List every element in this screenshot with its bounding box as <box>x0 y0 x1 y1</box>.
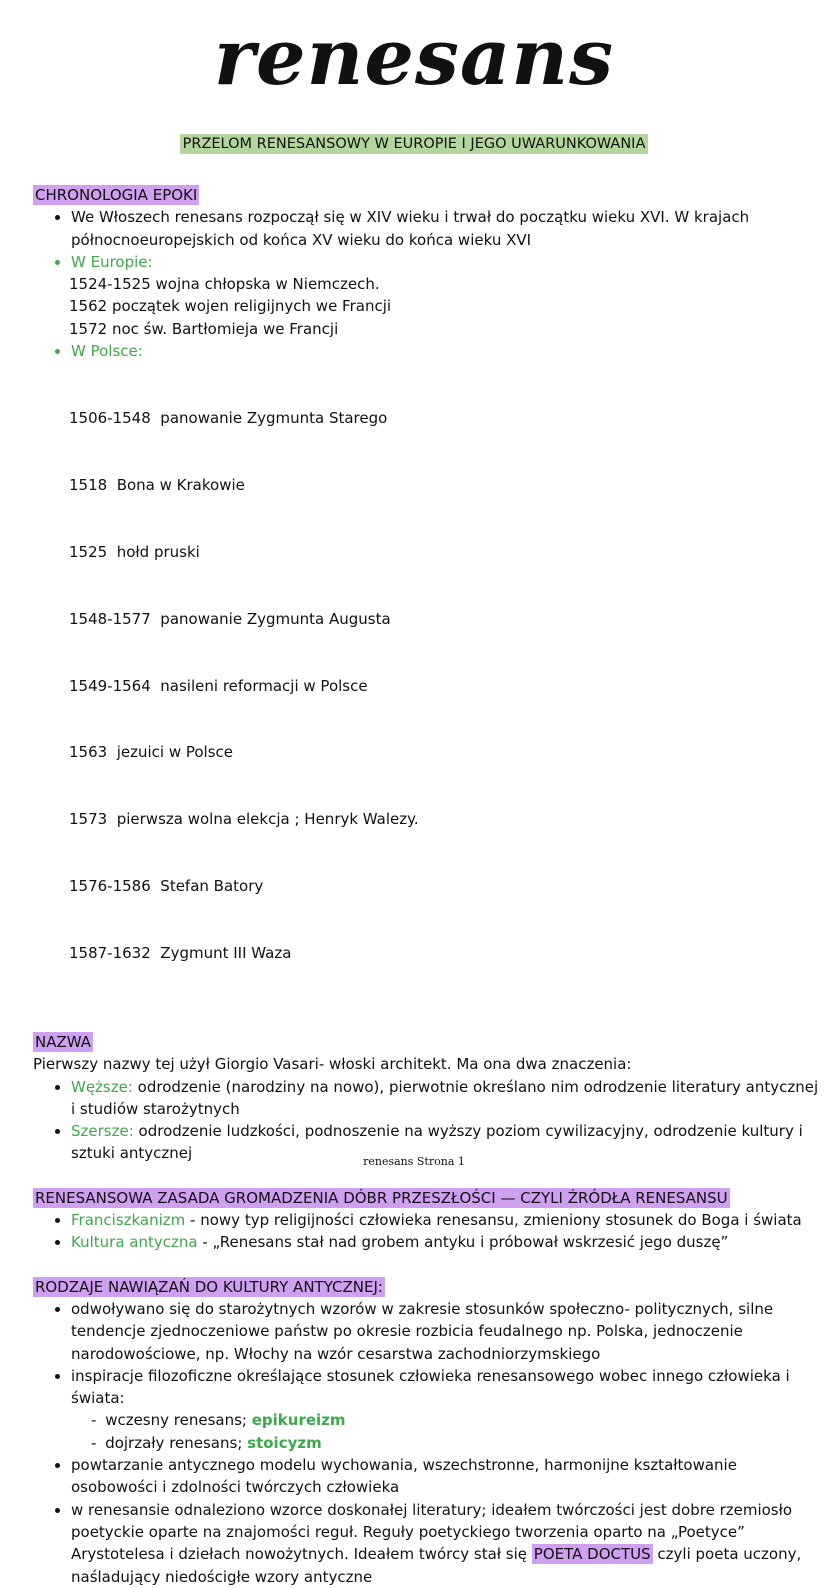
zasada-heading: RENESANSOWA ZASADA GROMADZENIA DÓBR PRZESZŁOŚCI — CZYLI ŹRÓDŁA RENESANSU <box>35 1188 728 1207</box>
page-title: renesans <box>213 12 615 103</box>
rodzaje-heading: RODZAJE NAWIĄZAŃ DO KULTURY ANTYCZNEJ: <box>35 1277 383 1296</box>
nazwa-list <box>33 1076 823 1165</box>
zasada-list <box>33 1209 823 1254</box>
europa-dates <box>33 273 823 340</box>
chronologia-heading: CHRONOLOGIA EPOKI <box>35 186 198 204</box>
date-item: 1562 początek wojen religijnych we Francji <box>69 297 392 316</box>
date-item: 1549-1564 nasileni reformacji w Polsce <box>69 676 368 695</box>
polska-label: • W Polsce: <box>71 340 823 362</box>
europa-label: • W Europie: <box>71 251 823 273</box>
chronologia-list <box>33 206 823 273</box>
date-item: 1524-1525 wojna chłopska w Niemczech. <box>69 275 380 294</box>
date-item: 1563 jezuici w Polsce <box>69 743 234 762</box>
list-item: • powtarzanie antycznego modelu wychowania, wszechstronne, harmonijne kształtowanie osobowości i zdolności twórczych człowieka <box>71 1454 823 1499</box>
nazwa-heading: NAZWA <box>35 1032 92 1051</box>
date-item: 1506-1548 panowanie Zygmunta Starego <box>69 408 388 427</box>
subtitle <box>0 134 828 152</box>
content <box>33 184 823 1588</box>
date-item: 1548-1577 panowanie Zygmunta Augusta <box>69 609 391 628</box>
date-item: 1576-1586 Stefan Batory <box>69 877 264 896</box>
date-item: 1572 noc św. Bartłomieja we Francji <box>69 319 339 338</box>
date-item: 1573 pierwsza wolna elekcja ; Henryk Walezy. <box>69 810 419 829</box>
date-item: 1518 Bona w Krakowie <box>69 475 245 494</box>
list-item: • Szersze: odrodzenie ludzkości, podnoszenie na wyższy poziom cywilizacyjny, odrodzenie kultury i sztuki antycznej <box>71 1120 823 1165</box>
sub-item: - dojrzały renesans; stoicyzm <box>91 1432 823 1454</box>
list-item: • odwoływano się do starożytnych wzorów w zakresie stosunków społeczno- politycznych, silne tendencje zjednoczeniowe państw po okresie rozbicia feudalnego np. Polska, jednoczenie narodowościowe, np. Włochy na wzór cesarstwa zachodniorzymskiego <box>71 1298 823 1365</box>
subtitle-text: PRZELOM RENESANSOWY W EUROPIE I JEGO UWARUNKOWANIA <box>180 134 649 154</box>
date-item: 1525 hołd pruski <box>69 542 200 561</box>
rodzaje-list <box>33 1298 823 1588</box>
sub-list <box>71 1409 823 1454</box>
list-item: • Franciszkanizm - nowy typ religijności człowieka renesansu, zmieniony stosunek do Boga i świata <box>71 1209 823 1231</box>
list-item: • Kultura antyczna - „Renesans stał nad grobem antyku i próbował wskrzesić jego duszę” <box>71 1231 823 1253</box>
poeta-doctus: POETA DOCTUS <box>533 1545 651 1564</box>
sub-item: - wczesny renesans; epikureizm <box>91 1409 823 1431</box>
page-footer: renesans Strona 1 <box>363 1155 465 1168</box>
polska-dates <box>33 362 823 1009</box>
chronologia-intro: • We Włoszech renesans rozpoczął się w XIV wieku i trwał do początku wieku XVI. W krajach północnoeuropejskich od końca XV wieku do końca wieku XVI <box>71 206 823 251</box>
nazwa-intro: Pierwszy nazwy tej użył Giorgio Vasari- włoski architekt. Ma ona dwa znaczenia: <box>33 1055 632 1074</box>
list-item: • w renesansie odnaleziono wzorce doskonałej literatury; ideałem twórczości jest dobre rzemiosło poetyckie oparte na znajomości reguł. Reguły poetyckiego tworzenia oparto na „Poetyce” Arystotelesa i dziełach nowożytnych. Ideałem twórcy stał się POETA DOCTUS czyli poeta uczony, naśladujący niedościgłe wzory antyczne <box>71 1499 823 1588</box>
list-item: • Węższe: odrodzenie (narodziny na nowo), pierwotnie określano nim odrodzenie literatury antycznej i studiów starożytnych <box>71 1076 823 1121</box>
list-item: • inspiracje filozoficzne określające stosunek człowieka renesansowego wobec innego człowieka i świata: - wczesny renesans; epikureizm - dojrzały renesans; stoicyzm <box>71 1365 823 1454</box>
date-item: 1587-1632 Zygmunt III Waza <box>69 944 292 963</box>
